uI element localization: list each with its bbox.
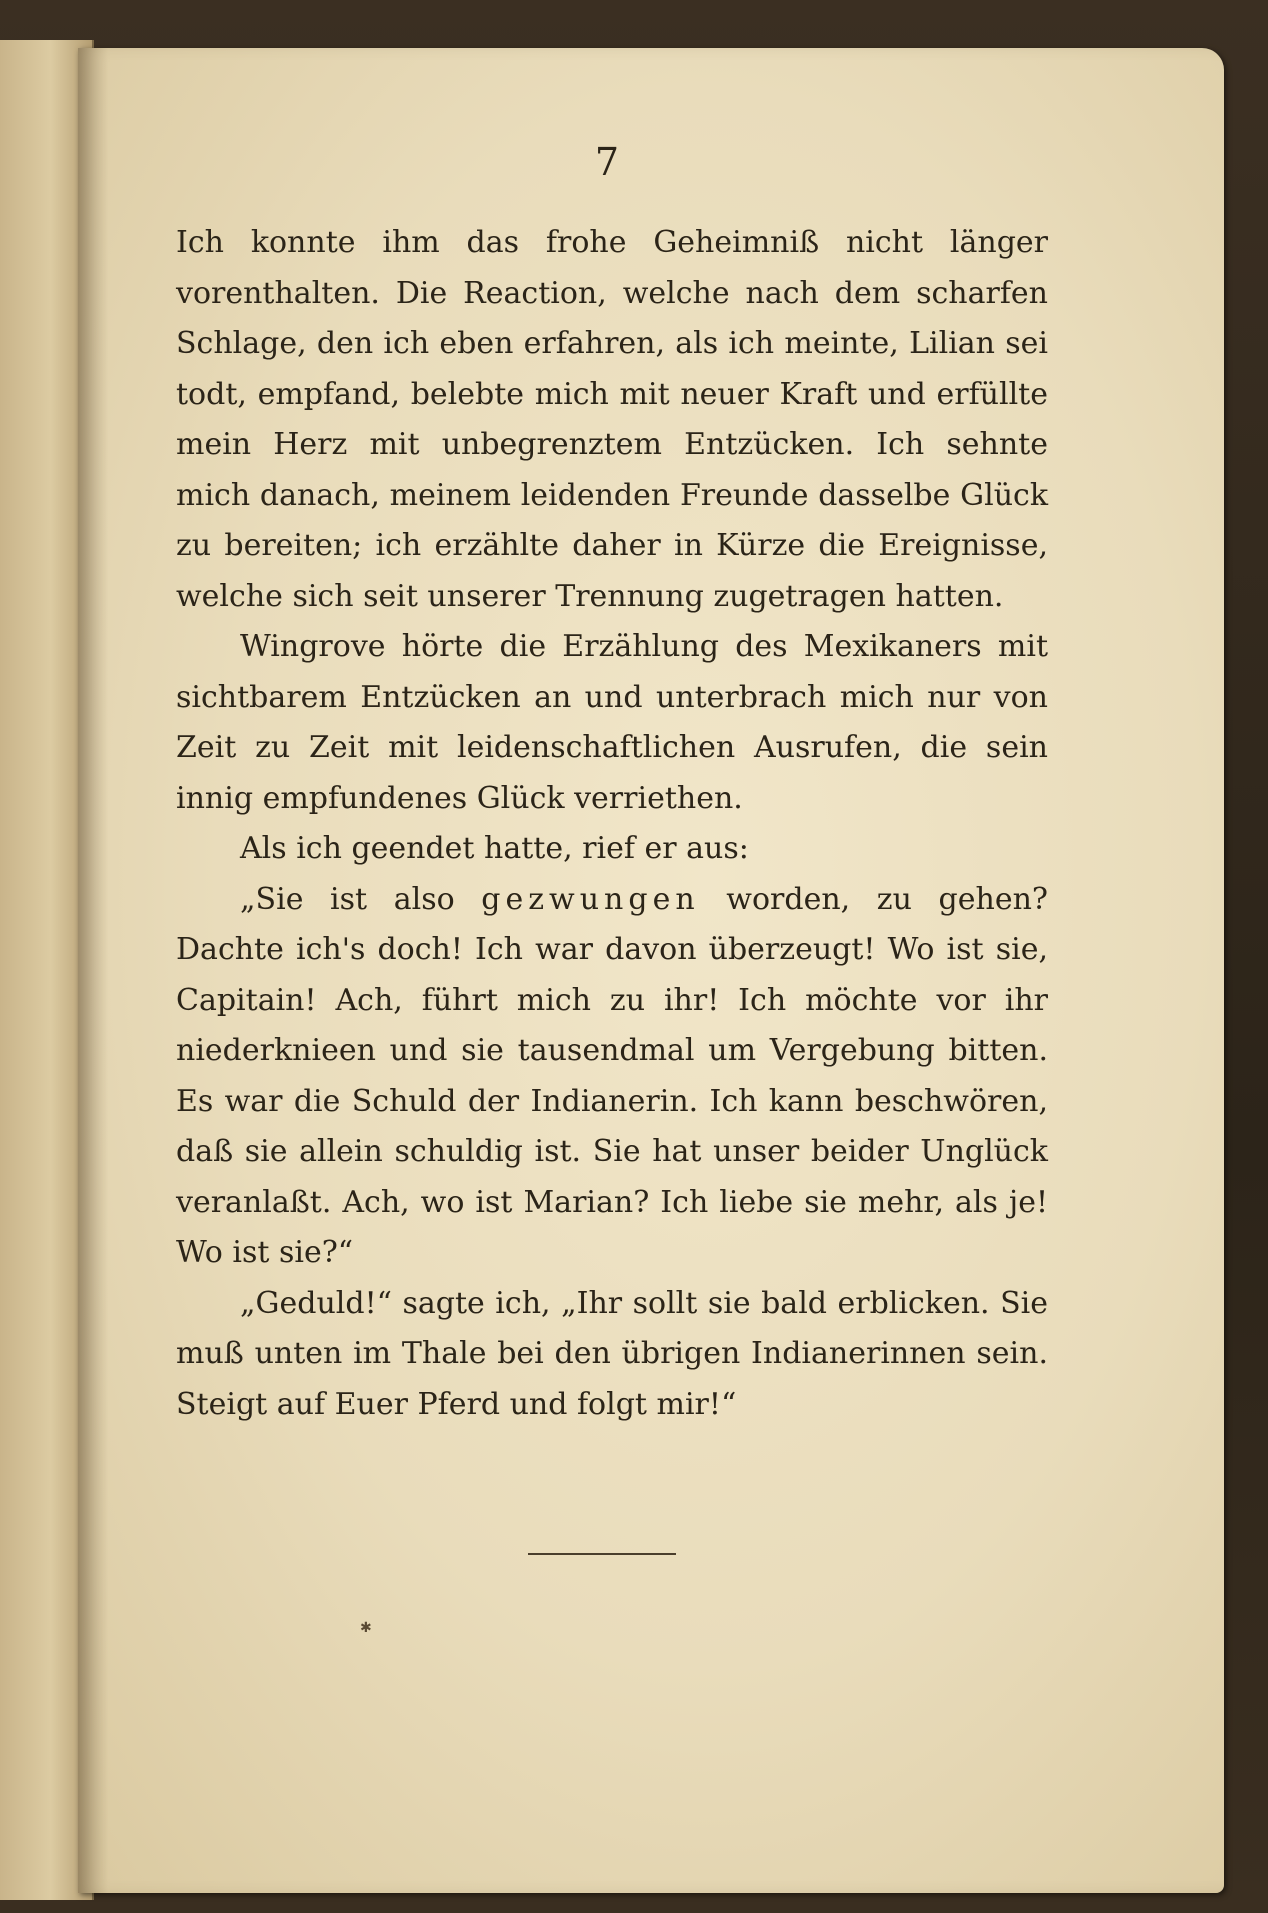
body-text <box>176 218 1048 1430</box>
paragraph-3: Als ich geendet hatte, rief er aus: <box>240 831 749 866</box>
paragraph-5: „Geduld!“ sagte ich, „Ihr sollt sie bald erblicken. Sie muß unten im Thale bei den übrigen Indianerinnen sein. Steigt auf Euer Pferd und folgt mir!“ <box>176 1285 1048 1422</box>
emphasized-word: gezwungen <box>481 881 700 917</box>
page-number: 7 <box>594 140 620 184</box>
quote-rest: worden, zu gehen? Dachte ich's doch! Ich war davon überzeugt! Wo ist sie, Capitain! Ach, führt mich zu ihr! Ich möchte vor ihr niederknieen und sie tausendmal um Vergebung bitten. Es war die Schuld der Indianerin. Ich kann beschwören, daß sie allein schuldig ist. Sie hat unser beider Unglück veranlaßt. Ach, wo ist Marian? Ich liebe sie mehr, als je! Wo ist sie?“ <box>176 881 1048 1270</box>
quote-start: „Sie ist also <box>240 881 482 917</box>
paragraph-4 <box>176 875 1048 1279</box>
spine-shadow <box>78 48 108 1893</box>
paragraph-2: Wingrove hörte die Erzählung des Mexikaners mit sichtbarem Entzücken an und unterbrach mich nur von Zeit zu Zeit mit leidenschaftlichen Ausrufen, die sein innig empfundenes Glück verriethen. <box>176 629 1048 816</box>
paragraph-1: Ich konnte ihm das frohe Geheimniß nicht länger vorenthalten. Die Reaction, welche nach dem scharfen Schlage, den ich eben erfahren, als ich meinte, Lilian sei todt, empfand, belebte mich mit neuer Kraft und erfüllte mein Herz mit unbegrenztem Entzücken. Ich sehnte mich danach, meinem leidenden Freunde dasselbe Glück zu bereiten; ich erzählte daher in Kürze die Ereignisse, welche sich seit unserer Trennung zugetragen hatten. <box>176 225 1048 614</box>
end-rule <box>528 1553 676 1555</box>
paper-speck: ✱ <box>360 1620 372 1636</box>
